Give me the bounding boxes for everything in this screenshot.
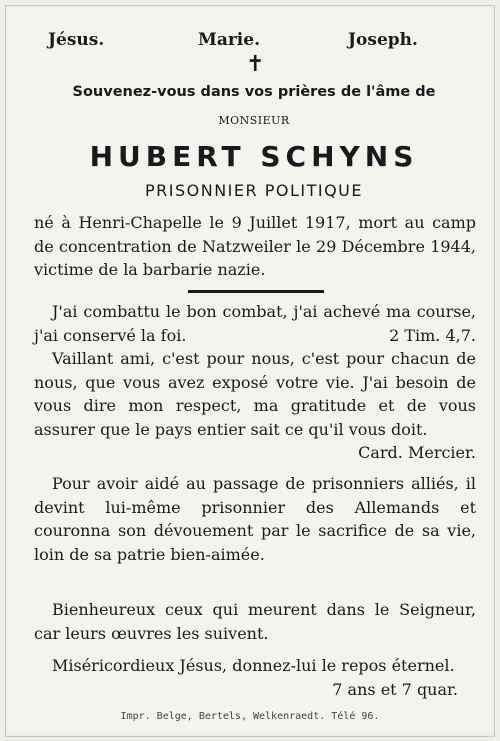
quote-mercier-reference: Card. Mercier.	[358, 443, 476, 462]
name-joseph: Joseph.	[348, 30, 418, 50]
cross-icon: ✝	[246, 52, 265, 77]
divider-rule	[188, 290, 324, 293]
quote-paul-reference: 2 Tim. 4,7.	[389, 325, 476, 345]
quote-paul	[34, 300, 476, 347]
quote-mercier	[34, 347, 476, 465]
quote-paul-text: J'ai combattu le bon combat, j'ai achevé ma course, j'ai conservé la foi.	[34, 302, 476, 345]
prayer-text: Miséricordieux Jésus, donnez-lui le repos éternel.	[52, 656, 455, 675]
prayer-paragraph	[34, 654, 476, 701]
biography: né à Henri-Chapelle le 9 Juillet 1917, mort au camp de concentration de Natzweiler le 29 Décembre 1944, victime de la barbarie nazie.	[34, 213, 476, 279]
deceased-title: PRISONNIER POLITIQUE	[145, 181, 363, 200]
intro-line: Souvenez-vous dans vos prières de l'âme de	[72, 84, 436, 100]
quote-mercier-text: Vaillant ami, c'est pour nous, c'est pour chacun de nous, que vous avez exposé votre vie. J'ai besoin de vous dire mon respect, ma gratitude et de vous assurer que le pays entier sait ce qu'il vous doit.	[34, 349, 476, 439]
beatitude-paragraph: Bienheureux ceux qui meurent dans le Seigneur, car leurs œuvres les suivent.	[34, 600, 476, 643]
name-marie: Marie.	[198, 30, 260, 50]
tribute-paragraph: Pour avoir aidé au passage de prisonniers alliés, il devint lui-même prisonnier des Allemands et couronna son dévouement par le sacrifice de sa vie, loin de sa patrie bien-aimée.	[34, 474, 476, 564]
memorial-card	[5, 5, 495, 737]
deceased-name: HUBERT SCHYNS	[89, 140, 419, 173]
indulgence-note: 7 ans et 7 quar.	[332, 679, 458, 699]
name-jesus: Jésus.	[48, 30, 105, 50]
honorific: MONSIEUR	[218, 114, 290, 127]
printer-credit: Impr. Belge, Bertels, Welkenraedt. Télé 96.	[120, 711, 380, 722]
